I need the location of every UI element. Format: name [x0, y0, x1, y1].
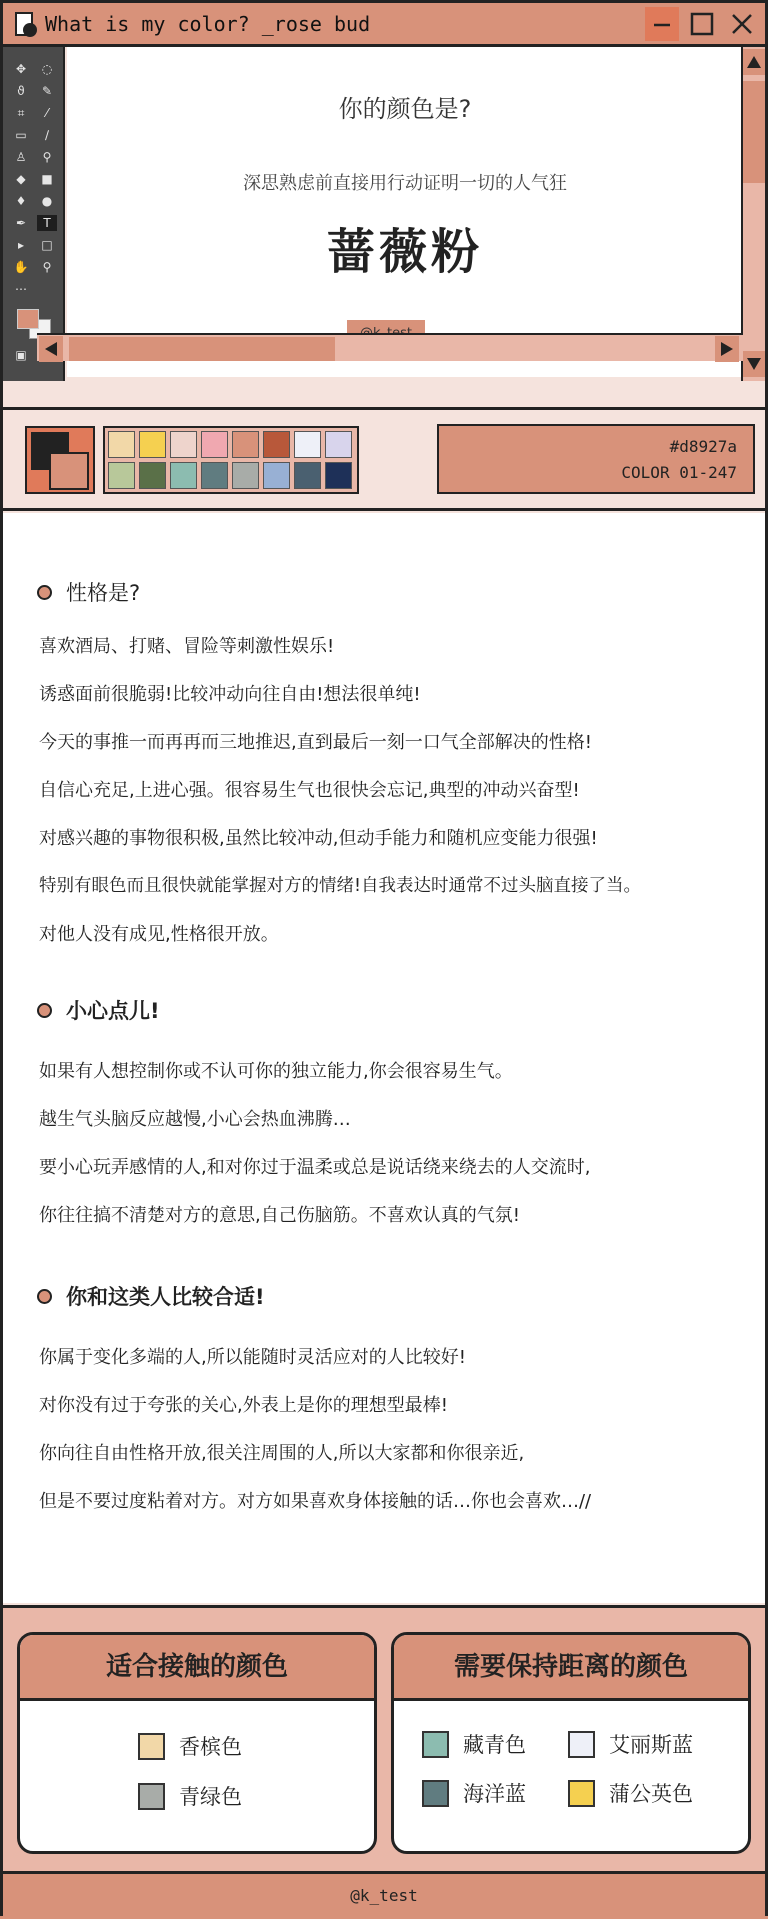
arrow-right-icon — [721, 342, 733, 356]
good-color-item: 香槟色 — [138, 1731, 242, 1761]
arrow-down-icon — [747, 358, 761, 370]
close-button[interactable] — [725, 7, 759, 41]
hand-tool-icon[interactable]: ✋ — [13, 260, 29, 274]
color-name: 蔷薇粉 — [326, 224, 483, 280]
quick-mask-icon[interactable]: ▣ — [15, 348, 27, 362]
maximize-button[interactable] — [685, 7, 719, 41]
color-chip — [138, 1733, 165, 1760]
more-tools-icon[interactable]: ⋯ — [15, 282, 27, 296]
palette-swatch[interactable] — [232, 462, 259, 489]
title-bar — [3, 3, 765, 47]
color-info-box — [437, 424, 755, 494]
avoid-color-item: 海洋蓝 — [422, 1778, 526, 1808]
palette-swatch[interactable] — [263, 431, 290, 458]
app-icon — [13, 11, 39, 37]
text-line: 你往往搞不清楚对方的意思,自己伤脑筋。不喜欢认真的气氛! — [39, 1205, 520, 1226]
palette-swatch[interactable] — [170, 462, 197, 489]
palette-swatch[interactable] — [108, 431, 135, 458]
text-line: 特别有眼色而且很快就能掌握对方的情绪!自我表达时通常不过头脑直接了当。 — [39, 876, 642, 896]
canvas — [67, 47, 743, 377]
foreground-color-swatch[interactable] — [17, 309, 39, 329]
text-line: 对你没有过于夸张的关心,外表上是你的理想型最棒! — [39, 1395, 448, 1416]
color-chip — [568, 1731, 595, 1758]
avoid-colors-title: 需要保持距离的颜色 — [394, 1635, 748, 1701]
text-line: 诱惑面前很脆弱!比较冲动向往自由!想法很单纯! — [39, 684, 421, 705]
vertical-scrollbar[interactable] — [741, 47, 765, 381]
shape-tool-icon[interactable]: □ — [41, 238, 53, 252]
text-line: 对感兴趣的事物很积极,虽然比较冲动,但动手能力和随机应变能力很强! — [39, 828, 598, 849]
palette-swatch[interactable] — [294, 462, 321, 489]
text-line: 如果有人想控制你或不认可你的独立能力,你会很容易生气。 — [39, 1061, 513, 1082]
maximize-icon — [690, 12, 714, 36]
arrow-left-icon — [45, 342, 57, 356]
lasso-tool-icon[interactable]: ϑ — [17, 84, 25, 98]
stamp-tool-icon[interactable]: ♙ — [15, 150, 27, 164]
editor-area — [3, 47, 765, 381]
text-line: 越生气头脑反应越慢,小心会热血沸腾… — [39, 1109, 351, 1130]
color-chip — [422, 1780, 449, 1807]
palette-swatch[interactable] — [232, 431, 259, 458]
minimize-icon — [651, 13, 673, 35]
palette-swatch[interactable] — [325, 462, 352, 489]
tool-palette — [3, 47, 65, 381]
horizontal-scroll-thumb[interactable] — [69, 337, 335, 361]
avoid-color-item: 蒲公英色 — [568, 1778, 693, 1808]
color-code: COLOR 01-247 — [621, 463, 737, 482]
palette-swatch[interactable] — [108, 462, 135, 489]
current-color-swatch[interactable] — [25, 426, 95, 494]
text-line: 自信心充足,上进心强。很容易生气也很快会忘记,典型的冲动兴奋型! — [39, 780, 580, 801]
color-recommendations — [3, 1605, 765, 1873]
palette-swatch[interactable] — [325, 431, 352, 458]
palette-swatch[interactable] — [201, 431, 228, 458]
text-line: 你属于变化多端的人,所以能随时灵活应对的人比较好! — [39, 1347, 466, 1368]
text-line: 喜欢酒局、打赌、冒险等刺激性娱乐! — [39, 636, 335, 657]
palette-swatch[interactable] — [294, 431, 321, 458]
horizontal-scrollbar[interactable] — [37, 333, 743, 361]
palette-swatch[interactable] — [139, 462, 166, 489]
color-chip — [422, 1731, 449, 1758]
arrow-up-icon — [747, 56, 761, 68]
footer-credit: @k_test — [3, 1871, 765, 1919]
palette-swatch[interactable] — [201, 462, 228, 489]
text-line: 要小心玩弄感情的人,和对你过于温柔或总是说话绕来绕去的人交流时, — [39, 1157, 591, 1178]
color-chip — [138, 1783, 165, 1810]
type-tool-icon[interactable]: T — [37, 215, 57, 231]
bullet-dot-icon — [37, 1003, 52, 1018]
avoid-color-item: 艾丽斯蓝 — [568, 1729, 693, 1759]
section-heading-match: 你和这类人比较合适! — [37, 1281, 265, 1311]
subtitle-text: 深思熟虑前直接用行动证明一切的人气狂 — [243, 173, 567, 194]
palette-swatch[interactable] — [139, 431, 166, 458]
scroll-up-button[interactable] — [743, 49, 765, 75]
color-chip — [568, 1780, 595, 1807]
pen-tool-icon[interactable]: ✒ — [15, 216, 27, 230]
vertical-scroll-thumb[interactable] — [743, 81, 765, 183]
move-tool-icon[interactable]: ✥ — [15, 62, 27, 76]
hex-code: #d8927a — [669, 437, 737, 456]
marquee-tool-icon[interactable]: ◌ — [41, 62, 53, 76]
avoid-color-item: 藏青色 — [422, 1729, 526, 1759]
healing-tool-icon[interactable]: ▭ — [15, 128, 27, 142]
zoom-tool-icon[interactable]: ⚲ — [42, 260, 52, 274]
palette-swatch[interactable] — [170, 431, 197, 458]
eyedropper-tool-icon[interactable]: ⁄ — [45, 106, 48, 120]
good-colors-title: 适合接触的颜色 — [20, 1635, 374, 1701]
avoid-colors-card — [391, 1632, 751, 1854]
text-line: 今天的事推一而再再而三地推迟,直到最后一刻一口气全部解决的性格! — [39, 732, 592, 753]
scroll-down-button[interactable] — [743, 351, 765, 377]
bullet-dot-icon — [37, 585, 52, 600]
section-heading-personality: 性格是? — [37, 577, 140, 607]
gradient-tool-icon[interactable]: ■ — [41, 172, 53, 186]
scroll-left-button[interactable] — [39, 336, 63, 362]
question-text: 你的颜色是? — [338, 95, 472, 123]
minimize-button[interactable] — [645, 7, 679, 41]
quick-select-tool-icon[interactable]: ✎ — [41, 84, 53, 98]
good-colors-card — [17, 1632, 377, 1854]
crop-tool-icon[interactable]: ⌗ — [17, 106, 25, 120]
good-color-item: 青绿色 — [138, 1781, 242, 1811]
description-panel — [3, 513, 765, 1603]
text-line: 你向往自由性格开放,很关注周围的人,所以大家都和你很亲近, — [39, 1443, 525, 1464]
scroll-right-button[interactable] — [715, 336, 739, 362]
text-line: 对他人没有成见,性格很开放。 — [39, 924, 279, 945]
bullet-dot-icon — [37, 1289, 52, 1304]
history-brush-tool-icon[interactable]: ⚲ — [42, 150, 52, 164]
palette-swatch[interactable] — [263, 462, 290, 489]
path-select-tool-icon[interactable]: ▸ — [17, 238, 25, 252]
blur-tool-icon[interactable]: ♦ — [15, 194, 27, 208]
section-heading-caution: 小心点儿! — [37, 995, 160, 1025]
close-icon — [730, 12, 754, 36]
brush-tool-icon[interactable]: ∕ — [44, 128, 50, 142]
text-line: 但是不要过度粘着对方。对方如果喜欢身体接触的话…你也会喜欢…// — [39, 1491, 592, 1512]
window-title: What is my color? _rose bud — [45, 11, 371, 36]
color-palette-bar — [3, 407, 765, 511]
dodge-tool-icon[interactable]: ● — [41, 194, 53, 208]
eraser-tool-icon[interactable]: ◆ — [16, 172, 26, 186]
swatch-grid — [103, 426, 359, 494]
